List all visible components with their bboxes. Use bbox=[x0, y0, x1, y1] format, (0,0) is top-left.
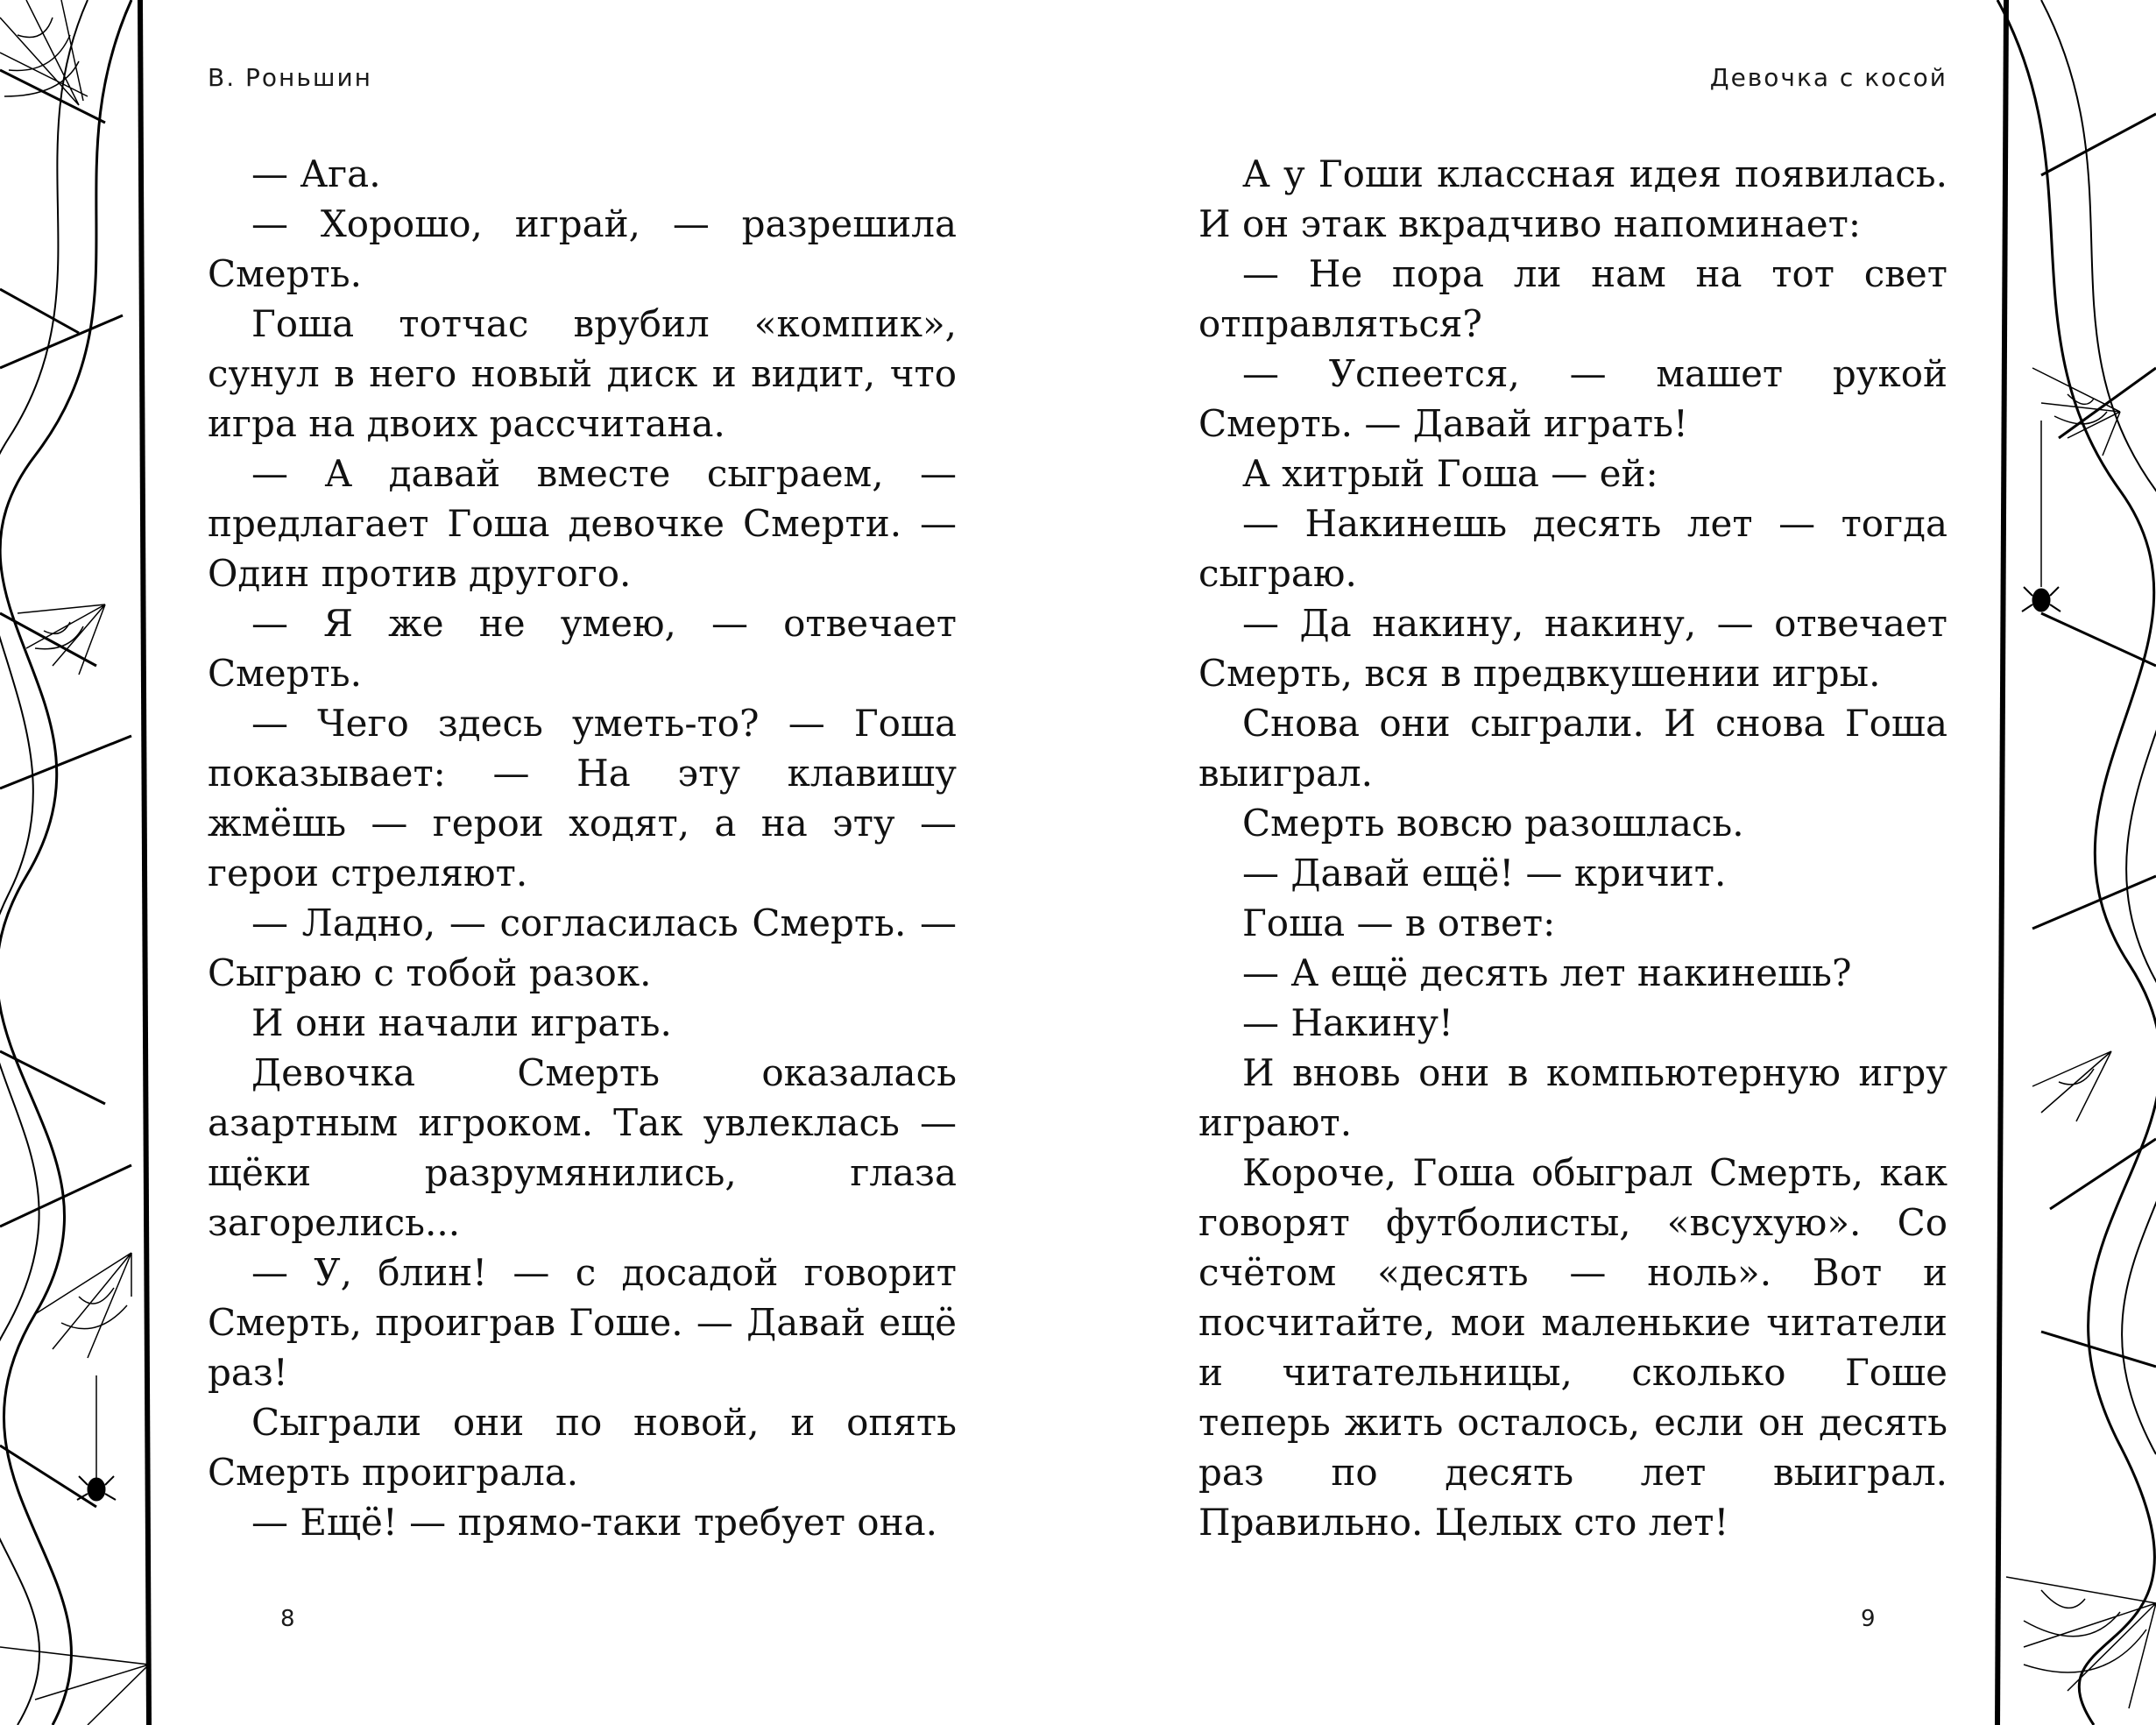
paragraph: — Я же не умею, — отвечает Смерть. bbox=[208, 602, 957, 695]
paragraph: — Не пора ли нам на тот свет отправляться? bbox=[1198, 252, 1947, 345]
paragraph: — Накинешь десять лет — тогда сыграю. bbox=[1198, 502, 1947, 595]
paragraph: — У, блин! — с досадой говорит Смерть, проиграв Гоше. — Давай ещё раз! bbox=[208, 1251, 957, 1394]
spider-web-top-left bbox=[0, 0, 88, 105]
paragraph: И вновь они в компьютерную игру играют. bbox=[1198, 1051, 1947, 1144]
paragraph: И они начали играть. bbox=[251, 1001, 672, 1044]
running-head-title: Девочка с косой bbox=[1709, 63, 1947, 92]
paragraph: — А давай вместе сыграем, — предлагает Гоша девочке Смерти. — Один против другого. bbox=[208, 452, 957, 595]
paragraph: Смерть вовсю разошлась. bbox=[1242, 802, 1744, 845]
paragraph: А хитрый Гоша — ей: bbox=[1242, 452, 1658, 495]
paragraph: — Ага. bbox=[251, 152, 381, 195]
paragraph: — Хорошо, играй, — разрешила Смерть. bbox=[208, 202, 957, 295]
paragraph: — Ладно, — согласилась Смерть. — Сыграю с тобой разок. bbox=[208, 901, 957, 994]
paragraph: А у Гоши классная идея появилась. И он этак вкрадчиво напоминает: bbox=[1198, 152, 1947, 245]
paragraph: Гоша — в ответ: bbox=[1242, 901, 1556, 944]
paragraph: — Успеется, — машет рукой Смерть. — Давай играть! bbox=[1198, 352, 1947, 445]
paragraph: Сыграли они по новой, и опять Смерть проиграла. bbox=[208, 1401, 957, 1494]
spider-web-bottom-right bbox=[2006, 1577, 2156, 1708]
spider-web-lower-left bbox=[35, 1253, 131, 1358]
paragraph: Гоша тотчас врубил «компик», сунул в него новый диск и видит, что игра на двоих рассчитана. bbox=[208, 302, 957, 445]
left-page-text bbox=[208, 149, 957, 1547]
page-number-right: 9 bbox=[1861, 1606, 1876, 1632]
paragraph: Короче, Гоша обыграл Смерть, как говорят футболисты, «всухую». Со счётом «десять — ноль». Вот и посчитайте, мои маленькие читатели и читательницы, сколько Гоше теперь жить осталось, если он десять раз по десять лет выиграл. Правильно. Целых сто лет! bbox=[1198, 1151, 1947, 1544]
paragraph: — Давай ещё! — кричит. bbox=[1242, 852, 1727, 894]
paragraph: — А ещё десять лет накинешь? bbox=[1242, 951, 1852, 994]
spider-web-top-right bbox=[2032, 368, 2120, 456]
paragraph: — Ещё! — прямо-таки требует она. bbox=[251, 1501, 937, 1544]
cobweb-border-left-icon bbox=[0, 0, 158, 1725]
paragraph: — Чего здесь уметь-то? — Гоша показывает: — На эту клавишу жмёшь — герои ходят, а на эту — герои стреляют. bbox=[208, 702, 957, 894]
paragraph: Снова они сыграли. И снова Гоша выиграл. bbox=[1198, 702, 1947, 795]
paragraph: — Да накину, накину, — отвечает Смерть, вся в предвкушении игры. bbox=[1198, 602, 1947, 695]
cobweb-border-right-icon bbox=[1989, 0, 2156, 1725]
page-number-left: 8 bbox=[280, 1606, 295, 1632]
spider-web-mid-right bbox=[2032, 1051, 2111, 1121]
running-head-author: В. Роньшин bbox=[208, 63, 372, 92]
paragraph: Девочка Смерть оказалась азартным игроком. Так увлеклась — щёки разрумянились, глаза загорелись... bbox=[208, 1051, 957, 1244]
paragraph: — Накину! bbox=[1242, 1001, 1453, 1044]
right-page-text bbox=[1198, 149, 1947, 1547]
